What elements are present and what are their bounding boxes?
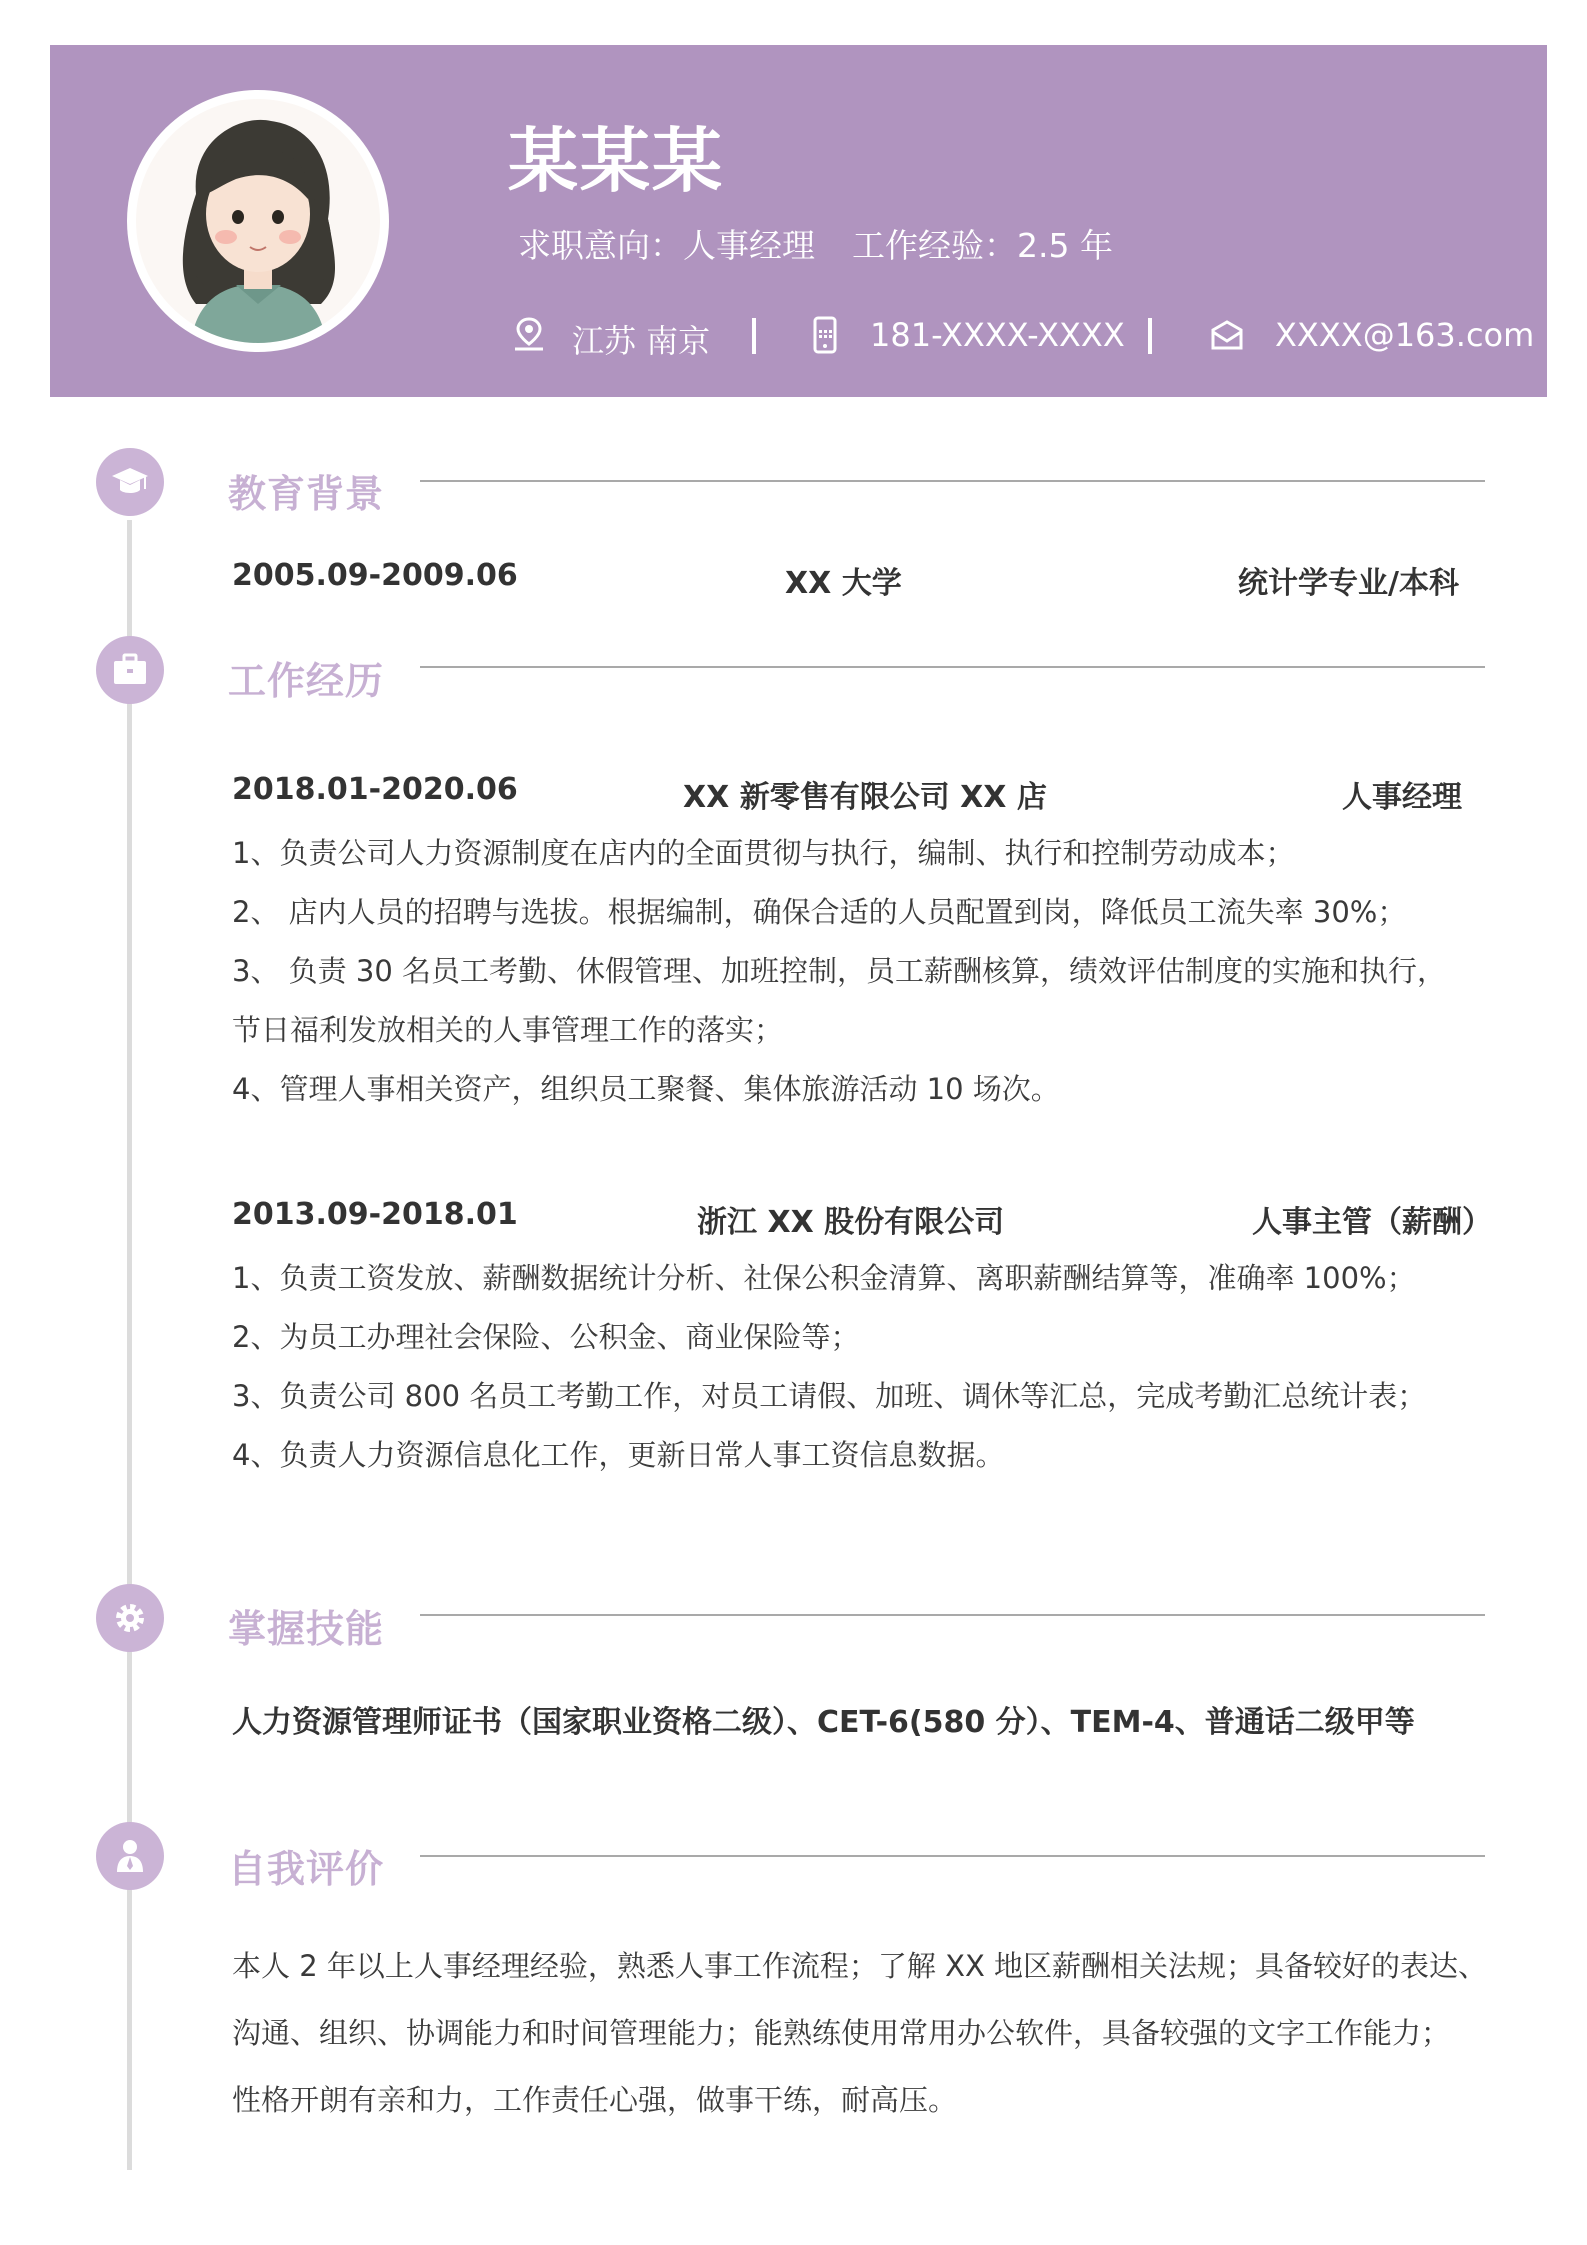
job-duty-line: 1、负责公司人力资源制度在店内的全面贯彻与执行，编制、执行和控制劳动成本； bbox=[232, 836, 1295, 870]
education-school: XX 大学 bbox=[785, 566, 902, 601]
job-date: 2018.01-2020.06 bbox=[232, 772, 518, 807]
job-objective: 求职意向：人事经理 bbox=[518, 226, 815, 265]
job-duty-line: 4、管理人事相关资产，组织员工聚餐、集体旅游活动 10 场次。 bbox=[232, 1072, 1060, 1106]
avatar bbox=[136, 99, 380, 343]
work-experience-years: 工作经验：2.5 年 bbox=[852, 226, 1113, 265]
contact-email: XXXX@163.com bbox=[1275, 316, 1535, 354]
job-duty-line: 3、负责公司 800 名员工考勤工作，对员工请假、加班、调休等汇总，完成考勤汇总统计表； bbox=[232, 1379, 1427, 1413]
candidate-name: 某某某 bbox=[508, 120, 724, 202]
gear-icon bbox=[110, 1598, 150, 1638]
skills-section-title: 掌握技能 bbox=[228, 1607, 385, 1651]
section-divider bbox=[420, 666, 1485, 668]
email-icon bbox=[1210, 320, 1244, 350]
contact-separator bbox=[752, 318, 756, 354]
section-divider bbox=[420, 480, 1485, 482]
section-divider bbox=[420, 1614, 1485, 1616]
self-evaluation-section-icon bbox=[96, 1822, 164, 1890]
skills-text: 人力资源管理师证书（国家职业资格二级）、CET-6(580 分）、TEM-4、普通话二级甲等 bbox=[232, 1705, 1415, 1740]
briefcase-icon bbox=[110, 650, 150, 690]
work-section-icon bbox=[96, 636, 164, 704]
graduation-cap-icon bbox=[110, 462, 150, 502]
job-company: XX 新零售有限公司 XX 店 bbox=[683, 780, 1047, 815]
work-section-title: 工作经历 bbox=[228, 659, 385, 703]
job-duty-line: 2、为员工办理社会保险、公积金、商业保险等； bbox=[232, 1320, 860, 1354]
job-duty-line: 3、 负责 30 名员工考勤、休假管理、加班控制，员工薪酬核算，绩效评估制度的实施和执行， bbox=[232, 954, 1447, 988]
skills-section-icon bbox=[96, 1584, 164, 1652]
self-evaluation-line: 性格开朗有亲和力，工作责任心强，做事干练，耐高压。 bbox=[232, 2083, 958, 2117]
job-role: 人事经理 bbox=[1342, 780, 1462, 815]
contact-phone: 181-XXXX-XXXX bbox=[870, 316, 1125, 354]
job-duty-line: 节日福利发放相关的人事管理工作的落实； bbox=[232, 1013, 784, 1047]
job-role: 人事主管（薪酬） bbox=[1252, 1205, 1492, 1240]
education-major: 统计学专业/本科 bbox=[1238, 566, 1459, 601]
job-duty-line: 1、负责工资发放、薪酬数据统计分析、社保公积金清算、离职薪酬结算等，准确率 100%； bbox=[232, 1261, 1416, 1295]
job-date: 2013.09-2018.01 bbox=[232, 1197, 518, 1232]
contact-location: 江苏 南京 bbox=[572, 322, 711, 360]
timeline-line bbox=[127, 520, 132, 2170]
person-icon bbox=[110, 1836, 150, 1876]
phone-icon bbox=[812, 316, 838, 354]
job-duty-line: 4、负责人力资源信息化工作，更新日常人事工资信息数据。 bbox=[232, 1438, 1005, 1472]
self-evaluation-line: 沟通、组织、协调能力和时间管理能力；能熟练使用常用办公软件，具备较强的文字工作能力； bbox=[232, 2016, 1451, 2050]
education-date: 2005.09-2009.06 bbox=[232, 558, 518, 593]
job-duty-line: 2、 店内人员的招聘与选拔。根据编制，确保合适的人员配置到岗，降低员工流失率 30%； bbox=[232, 895, 1407, 929]
self-evaluation-section-title: 自我评价 bbox=[228, 1847, 385, 1891]
location-icon bbox=[512, 316, 546, 352]
education-section-title: 教育背景 bbox=[228, 472, 385, 516]
section-divider bbox=[420, 1855, 1485, 1857]
self-evaluation-line: 本人 2 年以上人事经理经验，熟悉人事工作流程；了解 XX 地区薪酬相关法规；具备较好的表达、 bbox=[232, 1949, 1488, 1983]
contact-separator bbox=[1148, 318, 1152, 354]
job-company: 浙江 XX 股份有限公司 bbox=[697, 1205, 1005, 1240]
education-section-icon bbox=[96, 448, 164, 516]
